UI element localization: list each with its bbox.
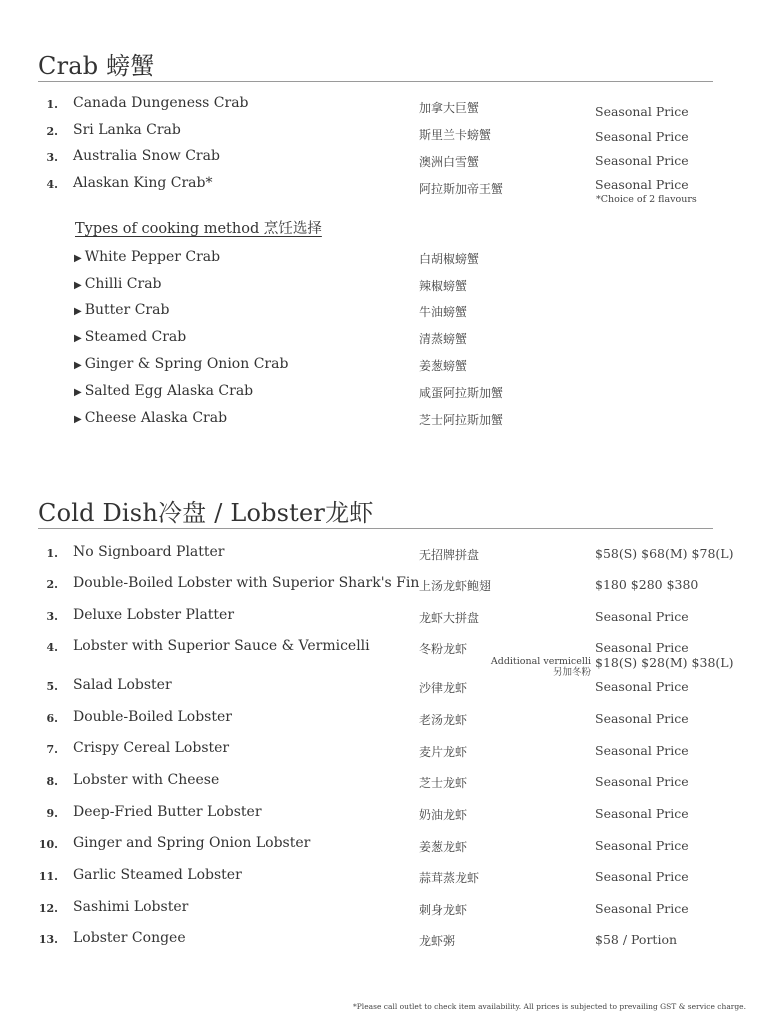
cooking-method-name: Steamed Crab	[84, 329, 187, 345]
lobster-item-chinese-name: 麦片龙虾	[419, 745, 468, 759]
lobster-item-number: 13.	[38, 933, 58, 946]
cooking-method-name: Butter Crab	[84, 302, 170, 318]
lobster-item-price: Seasonal Price	[595, 774, 689, 789]
lobster-item-chinese-name: 奶油龙虾	[419, 808, 468, 822]
lobster-item-name: No Signboard Platter	[73, 544, 225, 560]
cooking-method-item	[74, 410, 227, 426]
lobster-item-name: Salad Lobster	[73, 677, 172, 693]
lobster-item-name: Crispy Cereal Lobster	[73, 740, 230, 756]
addon-vermicelli-price: $18(S) $28(M) $38(L)	[595, 655, 734, 670]
lobster-item-price: Seasonal Price	[595, 743, 689, 758]
crab-item-price: Seasonal Price	[595, 129, 689, 144]
lobster-item-name: Garlic Steamed Lobster	[73, 867, 242, 883]
lobster-item-number: 3.	[46, 610, 58, 623]
lobster-item-price: $58 / Portion	[595, 932, 678, 947]
cooking-method-name: Chilli Crab	[84, 276, 162, 292]
arrow-right-icon: ▶	[74, 387, 82, 398]
lobster-item-number: 4.	[46, 641, 58, 654]
lobster-item-chinese-name: 蒜茸蒸龙虾	[419, 871, 480, 885]
crab-item-price: Seasonal Price	[595, 104, 689, 119]
cooking-method-name: White Pepper Crab	[84, 249, 221, 265]
arrow-right-icon: ▶	[74, 306, 82, 317]
crab-item-chinese-name: 澳洲白雪蟹	[419, 155, 480, 169]
lobster-item-chinese-name: 沙律龙虾	[419, 681, 468, 695]
crab-item-note: *Choice of 2 flavours	[596, 194, 697, 205]
lobster-item-name: Ginger and Spring Onion Lobster	[73, 835, 311, 851]
crab-item-chinese-name: 加拿大巨蟹	[419, 101, 480, 115]
cooking-method-chinese-name: 辣椒螃蟹	[419, 279, 468, 293]
crab-item-number: 2.	[46, 125, 58, 138]
lobster-item-number: 7.	[46, 743, 58, 756]
addon-vermicelli-cn: 另加冬粉	[552, 667, 591, 678]
arrow-right-icon: ▶	[74, 280, 82, 291]
cooking-method-chinese-name: 清蒸螃蟹	[419, 332, 468, 346]
lobster-item-price: Seasonal Price	[595, 609, 689, 624]
lobster-item-chinese-name: 芝士龙虾	[419, 776, 468, 790]
cooking-method-item	[74, 302, 169, 318]
lobster-item-chinese-name: 上汤龙虾鲍翅	[419, 579, 492, 593]
lobster-item-number: 2.	[46, 578, 58, 591]
crab-item-price: Seasonal Price	[595, 177, 689, 192]
footer-disclaimer: *Please call outlet to check item availability. All prices is subjected to prevailing GST & service charge.	[353, 1002, 746, 1011]
lobster-item-number: 1.	[46, 547, 58, 560]
lobster-item-chinese-name: 冬粉龙虾	[419, 642, 468, 656]
lobster-item-name: Double-Boiled Lobster with Superior Shark's Fin	[73, 575, 420, 591]
addon-vermicelli-en: Additional vermicelli	[490, 656, 591, 667]
cooking-method-item	[74, 356, 288, 372]
lobster-item-price: Seasonal Price	[595, 838, 689, 853]
cooking-method-item	[74, 276, 162, 292]
crab-item-number: 1.	[46, 98, 58, 111]
cooking-method-chinese-name: 芝士阿拉斯加蟹	[419, 413, 504, 427]
cooking-method-name: Cheese Alaska Crab	[84, 410, 228, 426]
lobster-item-price: Seasonal Price	[595, 679, 689, 694]
lobster-item-number: 6.	[46, 712, 58, 725]
lobster-item-price: Seasonal Price	[595, 901, 689, 916]
crab-item-number: 4.	[46, 178, 58, 191]
lobster-item-name: Deluxe Lobster Platter	[73, 607, 235, 623]
arrow-right-icon: ▶	[74, 333, 82, 344]
lobster-item-price: Seasonal Price	[595, 869, 689, 884]
lobster-item-chinese-name: 姜葱龙虾	[419, 840, 468, 854]
crab-section-divider	[38, 81, 713, 82]
crab-item-name: Sri Lanka Crab	[73, 122, 181, 138]
crab-item-name: Alaskan King Crab*	[73, 175, 213, 191]
cooking-method-item	[74, 329, 186, 345]
crab-item-price: Seasonal Price	[595, 153, 689, 168]
cooking-method-name: Ginger & Spring Onion Crab	[84, 356, 289, 372]
cooking-method-name: Salted Egg Alaska Crab	[84, 383, 254, 399]
addon-vermicelli-label	[461, 656, 591, 678]
cooking-method-chinese-name: 白胡椒螃蟹	[419, 252, 480, 266]
crab-item-name: Canada Dungeness Crab	[73, 95, 249, 111]
lobster-item-name: Double-Boiled Lobster	[73, 709, 232, 725]
cooking-method-heading: Types of cooking method 烹饪选择	[75, 221, 322, 237]
crab-item-number: 3.	[46, 151, 58, 164]
lobster-item-name: Lobster Congee	[73, 930, 186, 946]
cooking-method-chinese-name: 牛油螃蟹	[419, 305, 468, 319]
lobster-item-price: Seasonal Price	[595, 640, 689, 655]
lobster-section-title: Cold Dish冷盘 / Lobster龙虾	[38, 499, 374, 527]
lobster-item-chinese-name: 龙虾大拼盘	[419, 611, 480, 625]
lobster-item-name: Lobster with Cheese	[73, 772, 220, 788]
lobster-item-number: 9.	[46, 807, 58, 820]
crab-section-title: Crab 螃蟹	[38, 52, 155, 80]
cooking-method-chinese-name: 咸蛋阿拉斯加蟹	[419, 386, 504, 400]
arrow-right-icon: ▶	[74, 414, 82, 425]
lobster-item-name: Deep-Fried Butter Lobster	[73, 804, 262, 820]
cooking-method-item	[74, 249, 220, 265]
lobster-item-chinese-name: 刺身龙虾	[419, 903, 468, 917]
cooking-method-chinese-name: 姜葱螃蟹	[419, 359, 468, 373]
lobster-item-price: Seasonal Price	[595, 806, 689, 821]
lobster-item-number: 11.	[38, 870, 58, 883]
lobster-item-number: 8.	[46, 775, 58, 788]
lobster-item-price: $180 $280 $380	[595, 577, 699, 592]
lobster-item-number: 12.	[38, 902, 58, 915]
lobster-item-chinese-name: 龙虾粥	[419, 934, 456, 948]
arrow-right-icon: ▶	[74, 253, 82, 264]
lobster-item-number: 10.	[38, 838, 58, 851]
crab-item-chinese-name: 斯里兰卡螃蟹	[419, 128, 492, 142]
cooking-method-item	[74, 383, 253, 399]
lobster-item-number: 5.	[46, 680, 58, 693]
lobster-item-chinese-name: 老汤龙虾	[419, 713, 468, 727]
lobster-item-chinese-name: 无招牌拼盘	[419, 548, 480, 562]
lobster-item-price: $58(S) $68(M) $78(L)	[595, 546, 734, 561]
lobster-item-price: Seasonal Price	[595, 711, 689, 726]
arrow-right-icon: ▶	[74, 360, 82, 371]
crab-item-name: Australia Snow Crab	[73, 148, 220, 164]
lobster-item-name: Sashimi Lobster	[73, 899, 189, 915]
lobster-item-name: Lobster with Superior Sauce & Vermicelli	[73, 638, 370, 654]
lobster-section-divider	[38, 528, 713, 529]
crab-item-chinese-name: 阿拉斯加帝王蟹	[419, 182, 504, 196]
